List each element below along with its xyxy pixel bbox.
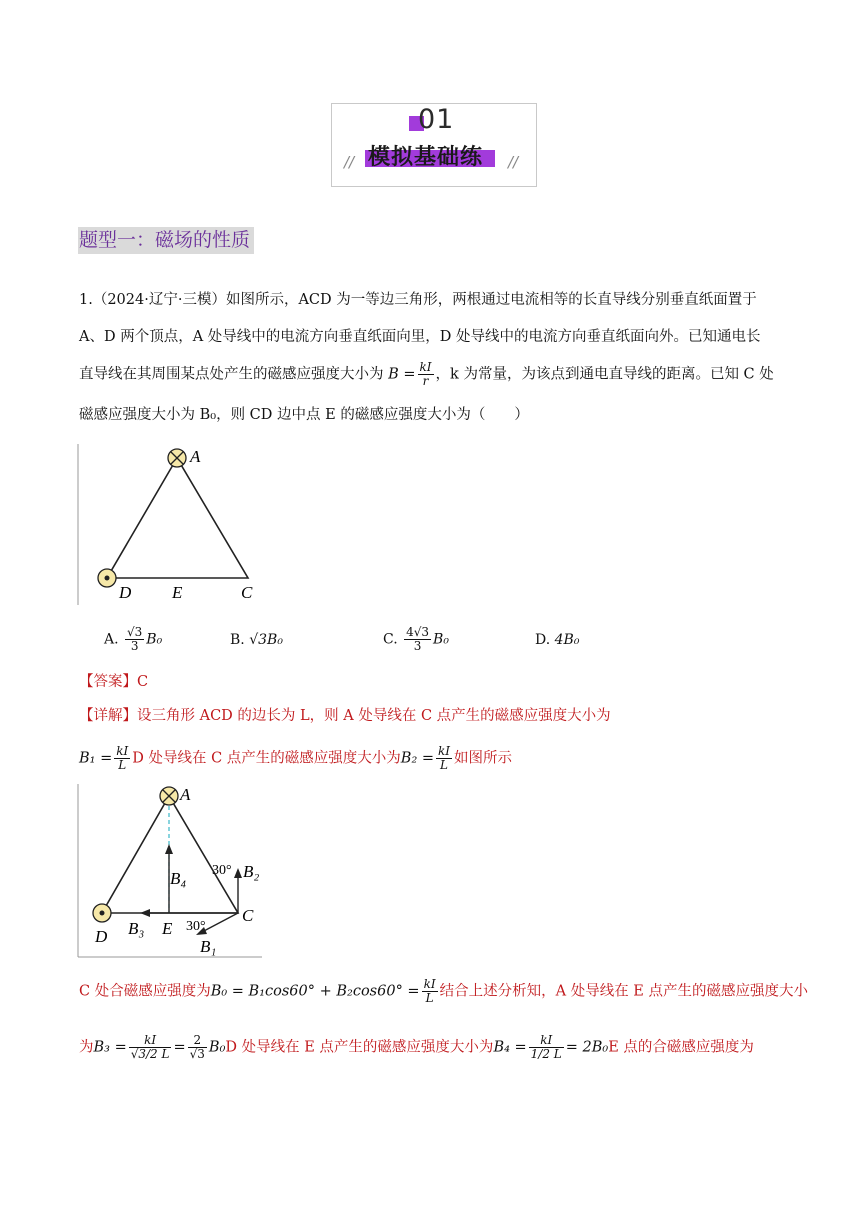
angle-label-lower: 30° bbox=[186, 919, 206, 934]
chapter-number: 01 bbox=[418, 104, 455, 135]
label-E: E bbox=[162, 919, 173, 938]
label-B4: B₄ bbox=[170, 869, 187, 888]
detail-line-4: 为B₃ = $\frac{kI}{√3/2 L}$ = $\frac{2}{√3}$ B₀D 处导线在 E 点产生的磁感应强度大小为B₄ = $\frac{kI}{1/2 L}$ = 2B₀E 点的合磁感应强度为 bbox=[79, 1033, 754, 1061]
slash-decoration-right: // bbox=[508, 153, 519, 171]
option-d[interactable]: D. 4B₀ bbox=[535, 632, 580, 648]
question-line-3: 直导线在其周围某点处产生的磁感应强度大小为 B = $\frac{kI}{r}$ ，k 为常量，为该点到通电直导线的距离。已知 C 处 bbox=[79, 360, 774, 388]
slash-decoration-left: // bbox=[344, 153, 355, 171]
detail-line-3: C 处合磁感应强度为B₀ = B₁cos60° + B₂cos60° = $\frac{kI}{L}$ 结合上述分析知，A 处导线在 E 点产生的磁感应强度大小 bbox=[79, 977, 808, 1005]
triangle-figure-2 bbox=[76, 782, 266, 962]
question-line-4: 磁感应强度大小为 B₀，则 CD 边中点 E 的磁感应强度大小为（ ） bbox=[79, 407, 529, 423]
label-B3: B₃ bbox=[128, 919, 145, 938]
detail-line-1: 【详解】设三角形 ACD 的边长为 L，则 A 处导线在 C 点产生的磁感应强度大小为 bbox=[79, 708, 611, 724]
label-A: A bbox=[190, 447, 201, 466]
triangle-figure-1 bbox=[76, 440, 266, 610]
formula-fraction: $\frac{kI}{r}$ bbox=[419, 360, 432, 388]
label-E: E bbox=[172, 583, 183, 602]
question-line-1: 1.（2024·辽宁·三模）如图所示，ACD 为一等边三角形，两根通过电流相等的长直导线分别垂直纸面置于 bbox=[79, 292, 757, 308]
section-heading: 题型一：磁场的性质 bbox=[78, 227, 254, 254]
question-line-2: A、D 两个顶点，A 处导线中的电流方向垂直纸面向里，D 处导线中的电流方向垂直纸面向外。已知通电长 bbox=[79, 329, 761, 345]
chapter-badge bbox=[331, 103, 537, 187]
detail-line-2: B₁ = $\frac{kI}{L}$ D 处导线在 C 点产生的磁感应强度大小为B₂ = $\frac{kI}{L}$ 如图所示 bbox=[79, 744, 513, 772]
label-D: D bbox=[119, 583, 132, 602]
option-a[interactable]: A. $\frac{√3}{3}$ B₀ bbox=[104, 625, 163, 653]
label-B1: B₁ bbox=[200, 937, 217, 956]
answer: 【答案】C bbox=[79, 674, 149, 690]
label-D: D bbox=[95, 927, 108, 946]
chapter-title: 模拟基础练 bbox=[368, 145, 484, 170]
label-C: C bbox=[241, 583, 253, 602]
option-c[interactable]: C. $\frac{4√3}{3}$ B₀ bbox=[383, 625, 449, 653]
angle-label-upper: 30° bbox=[212, 863, 232, 878]
label-C: C bbox=[242, 906, 254, 925]
label-A: A bbox=[180, 785, 191, 804]
label-B2: B₂ bbox=[243, 862, 260, 881]
option-b[interactable]: B. √3B₀ bbox=[230, 632, 283, 648]
